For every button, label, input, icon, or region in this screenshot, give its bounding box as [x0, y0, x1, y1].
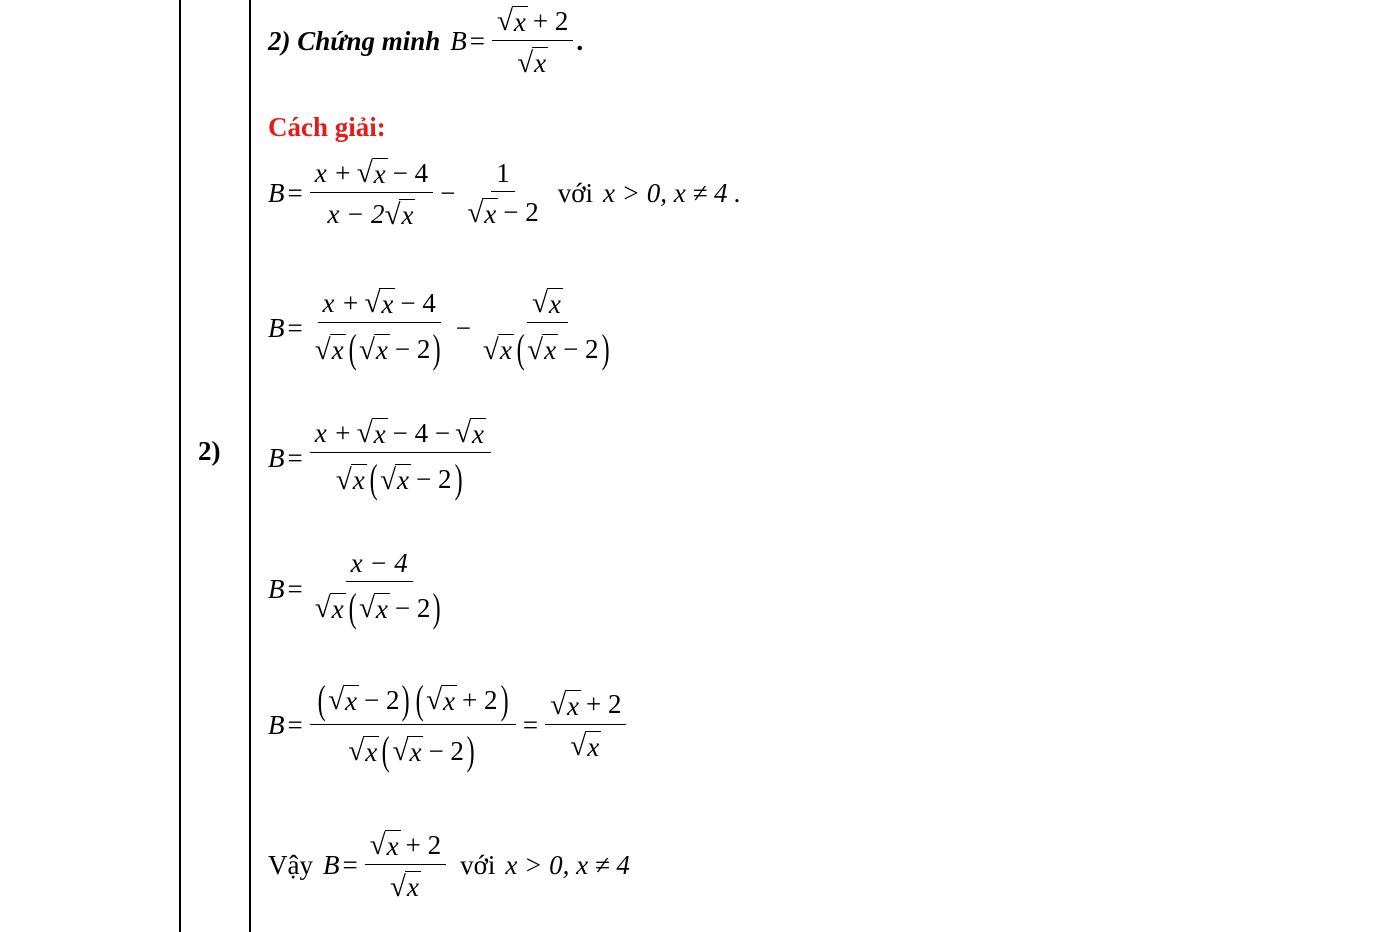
step-6-condition: x > 0, x ≠ 4: [505, 850, 630, 881]
step-2-fraction-1: x + √ x − 4 √ x ( √ x − 2 ): [314, 287, 442, 372]
step-5-fraction-2: √ x + 2 √ x: [545, 690, 626, 762]
step-6-conclusion: Vậy B = √ x + 2 √ x với x > 0, x ≠ 4: [268, 829, 630, 903]
step-5: B = ( √ x − 2 ) ( √ x + 2 ) √ x ( √ x − 2 ) = √ x + 2 √ x: [268, 680, 630, 771]
heading-lhs: B: [450, 26, 467, 57]
solution-title: Cách giải:: [268, 112, 386, 142]
table-border-left: [179, 0, 181, 932]
step-3-fraction: x + √ x − 4 − √ x √ x ( √ x − 2 ): [310, 418, 491, 499]
step-3: B = x + √ x − 4 − √ x √ x ( √ x − 2 ): [268, 418, 495, 499]
step-1-fraction-1: x + √ x − 4 x − 2 √ x: [310, 158, 433, 230]
step-4-fraction: x − 4 √ x ( √ x − 2 ): [314, 548, 442, 630]
step-2-fraction-2: √ x √ x ( √ x − 2 ): [482, 287, 610, 372]
step-1: B = x + √ x − 4 x − 2 √ x − 1 √ x − 2 với x > 0, x ≠ 4 .: [268, 157, 742, 231]
step-5-fraction-1: ( √ x − 2 ) ( √ x + 2 ) √ x ( √ x − 2 ): [310, 680, 516, 771]
heading-eq: =: [469, 26, 485, 57]
step-4: B = x − 4 √ x ( √ x − 2 ): [268, 550, 453, 628]
step-1-condition: x > 0, x ≠ 4 .: [603, 178, 742, 209]
step-2: B = x + √ x − 4 √ x ( √ x − 2 ) − √ x √ x ( √ x − 2 ): [268, 288, 621, 369]
heading-period: .: [577, 26, 585, 57]
step-1-fraction-2: 1 √ x − 2: [467, 157, 539, 230]
heading-prefix: 2) Chứng minh: [268, 26, 441, 57]
step-6-fraction: √ x + 2 √ x: [365, 830, 446, 902]
row-label: 2): [198, 436, 221, 466]
heading-statement: [268, 6, 584, 78]
heading-fraction: √ x + 2 √ x: [492, 6, 573, 78]
table-border-middle: [249, 0, 251, 932]
